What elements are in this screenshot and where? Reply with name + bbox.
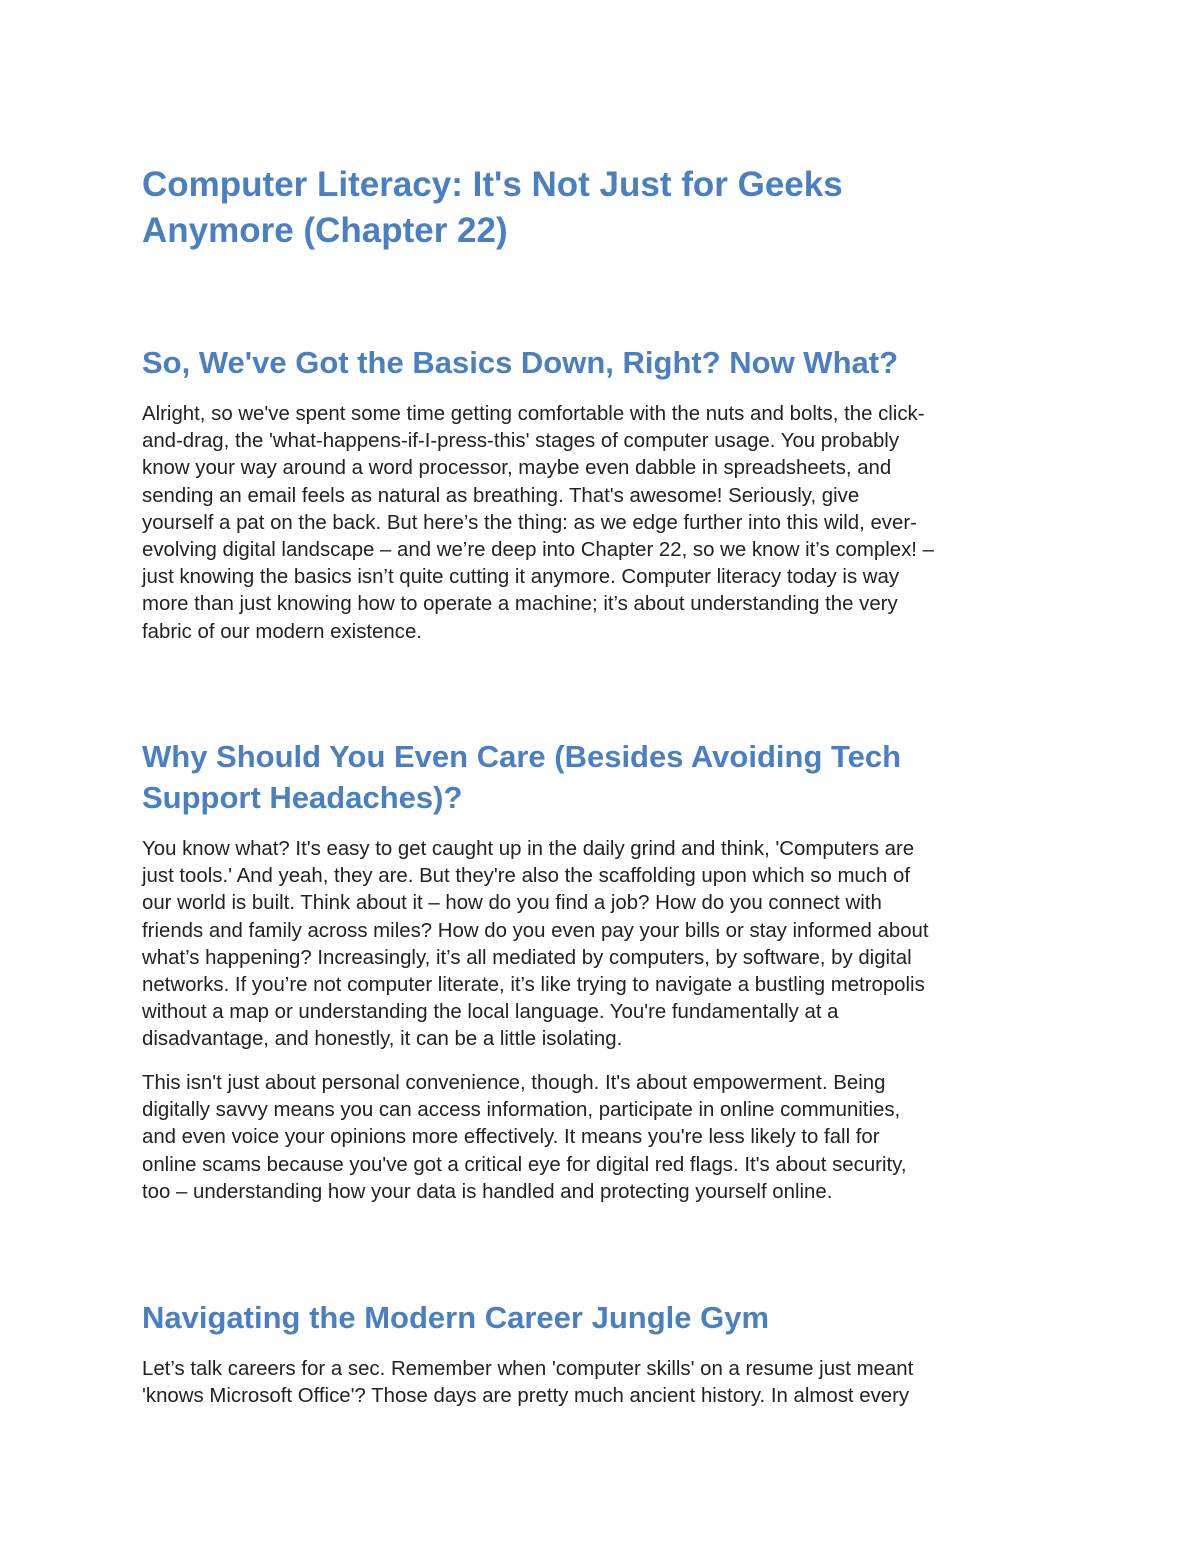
paragraph-career-intro bbox=[142, 1356, 1062, 1410]
text-line: too – understanding how your data is handled and protecting yourself online. bbox=[142, 1180, 833, 1203]
text-line: and even voice your opinions more effectively. It means you're less likely to fall for bbox=[142, 1126, 880, 1149]
section-heading-basics bbox=[142, 342, 1052, 383]
title-line: Computer Literacy: It's Not Just for Geeks bbox=[142, 165, 843, 204]
text-line: without a map or understanding the local language. You're fundamentally at a bbox=[142, 1001, 839, 1024]
text-line: fabric of our modern existence. bbox=[142, 620, 422, 643]
text-line: This isn't just about personal convenience, though. It's about empowerment. Being bbox=[142, 1072, 886, 1094]
text-line: 'knows Microsoft Office'? Those days are pretty much ancient history. In almost every bbox=[142, 1385, 910, 1408]
text-line: just knowing the basics isn’t quite cutting it anymore. Computer literacy today is way bbox=[142, 566, 900, 589]
text-line: our world is built. Think about it – how do you find a job? How do you connect with bbox=[142, 892, 882, 915]
section-heading-why-care bbox=[142, 736, 1052, 818]
heading-line: Navigating the Modern Career Jungle Gym bbox=[142, 1300, 770, 1335]
text-line: yourself a pat on the back. But here’s the thing: as we edge further into this wild, ever- bbox=[142, 511, 917, 534]
title-line: Anymore (Chapter 22) bbox=[142, 211, 508, 250]
paragraph-basics-intro bbox=[142, 401, 1062, 646]
text-line: evolving digital landscape – and we’re deep into Chapter 22, so we know it’s complex! – bbox=[142, 539, 934, 562]
text-line: online scams because you've got a critical eye for digital red flags. It's about security, bbox=[142, 1153, 907, 1176]
text-line: just tools.' And yeah, they are. But they're also the scaffolding upon which so much of bbox=[142, 865, 910, 888]
heading-line: Why Should You Even Care (Besides Avoiding Tech bbox=[142, 739, 902, 774]
text-line: Let’s talk careers for a sec. Remember when 'computer skills' on a resume just meant bbox=[142, 1358, 914, 1380]
text-line: digitally savvy means you can access information, participate in online communities, bbox=[142, 1099, 901, 1122]
text-line: more than just knowing how to operate a machine; it’s about understanding the very bbox=[142, 593, 898, 616]
heading-line: So, We've Got the Basics Down, Right? Now What? bbox=[142, 345, 899, 380]
text-line: and-drag, the 'what-happens-if-I-press-this' stages of computer usage. You probably bbox=[142, 430, 900, 453]
document-title bbox=[142, 162, 1042, 254]
text-line: what’s happening? Increasingly, it’s all mediated by computers, by software, by digital bbox=[142, 946, 912, 969]
text-line: Alright, so we've spent some time getting comfortable with the nuts and bolts, the click- bbox=[142, 403, 925, 425]
paragraph-why-care-1 bbox=[142, 836, 1062, 1054]
paragraph-why-care-2 bbox=[142, 1070, 1062, 1206]
text-line: disadvantage, and honestly, it can be a little isolating. bbox=[142, 1028, 623, 1051]
text-line: networks. If you’re not computer literate, it’s like trying to navigate a bustling metropolis bbox=[142, 974, 925, 997]
text-line: You know what? It's easy to get caught up in the daily grind and think, 'Computers are bbox=[142, 838, 915, 860]
section-heading-career bbox=[142, 1297, 1052, 1338]
text-line: sending an email feels as natural as breathing. That's awesome! Seriously, give bbox=[142, 484, 860, 507]
text-line: know your way around a word processor, maybe even dabble in spreadsheets, and bbox=[142, 457, 892, 480]
heading-line: Support Headaches)? bbox=[142, 780, 463, 815]
text-line: friends and family across miles? How do you even pay your bills or stay informed about bbox=[142, 919, 929, 942]
